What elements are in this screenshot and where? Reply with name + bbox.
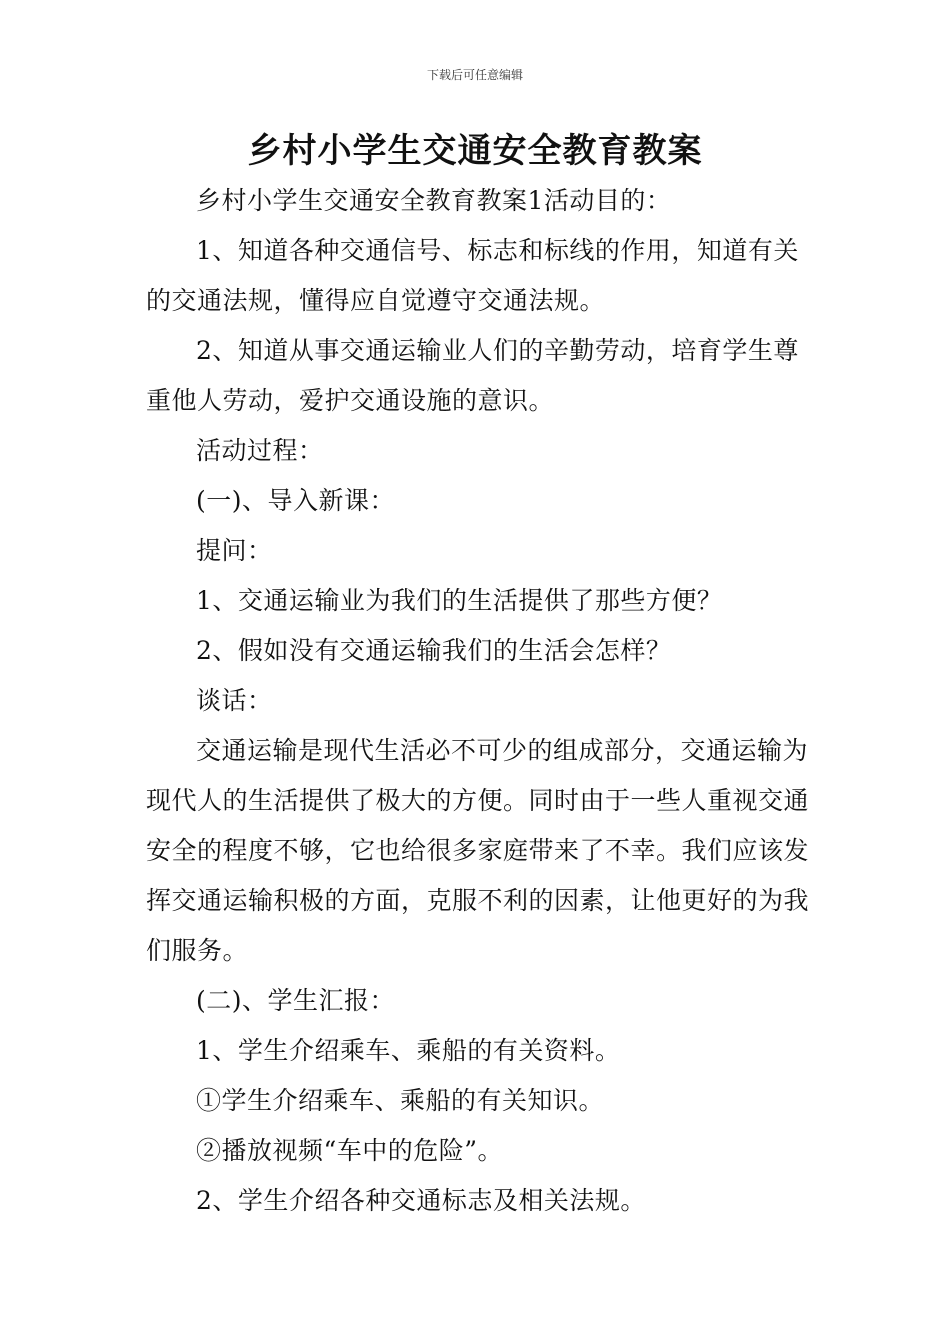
page-title: 乡村小学生交通安全教育教案 [247, 131, 703, 171]
paragraph-report-1a: ①学生介绍乘车、乘船的有关知识。 [196, 1086, 605, 1115]
paragraph-talk-content: 交通运输是现代生活必不可少的组成部分，交通运输为现代人的生活提供了极大的方便。同时由于一些人重视交通安全的程度不够，它也给很多家庭带来了不幸。我们应该发挥交通运输积极的方面，克服不利的因素，让他更好的为我们服务。 [146, 736, 810, 965]
paragraph-section-2-heading: (二)、学生汇报： [196, 986, 396, 1015]
paragraph-intro: 乡村小学生交通安全教育教案1活动目的： [196, 186, 672, 215]
header-note: 下载后可任意编辑 [426, 68, 523, 82]
paragraph-question-1: 1、交通运输业为我们的生活提供了那些方便？ [196, 586, 723, 615]
paragraph-goal-2: 2、知道从事交通运输业人们的辛勤劳动，培育学生尊重他人劳动，爱护交通设施的意识。 [146, 336, 799, 415]
paragraph-question-2: 2、假如没有交通运输我们的生活会怎样？ [196, 636, 672, 665]
paragraph-report-1b: ②播放视频“车中的危险”。 [196, 1136, 504, 1165]
document-body [146, 176, 810, 1226]
paragraph-goal-1: 1、知道各种交通信号、标志和标线的作用，知道有关的交通法规，懂得应自觉遵守交通法规。 [146, 236, 799, 315]
paragraph-report-2: 2、学生介绍各种交通标志及相关法规。 [196, 1186, 646, 1215]
paragraph-question-label: 提问： [196, 536, 273, 565]
paragraph-section-1-heading: (一)、导入新课： [196, 486, 396, 515]
paragraph-report-1: 1、学生介绍乘车、乘船的有关资料。 [196, 1036, 621, 1065]
paragraph-process-heading: 活动过程： [196, 436, 324, 465]
paragraph-talk-label: 谈话： [196, 686, 273, 715]
